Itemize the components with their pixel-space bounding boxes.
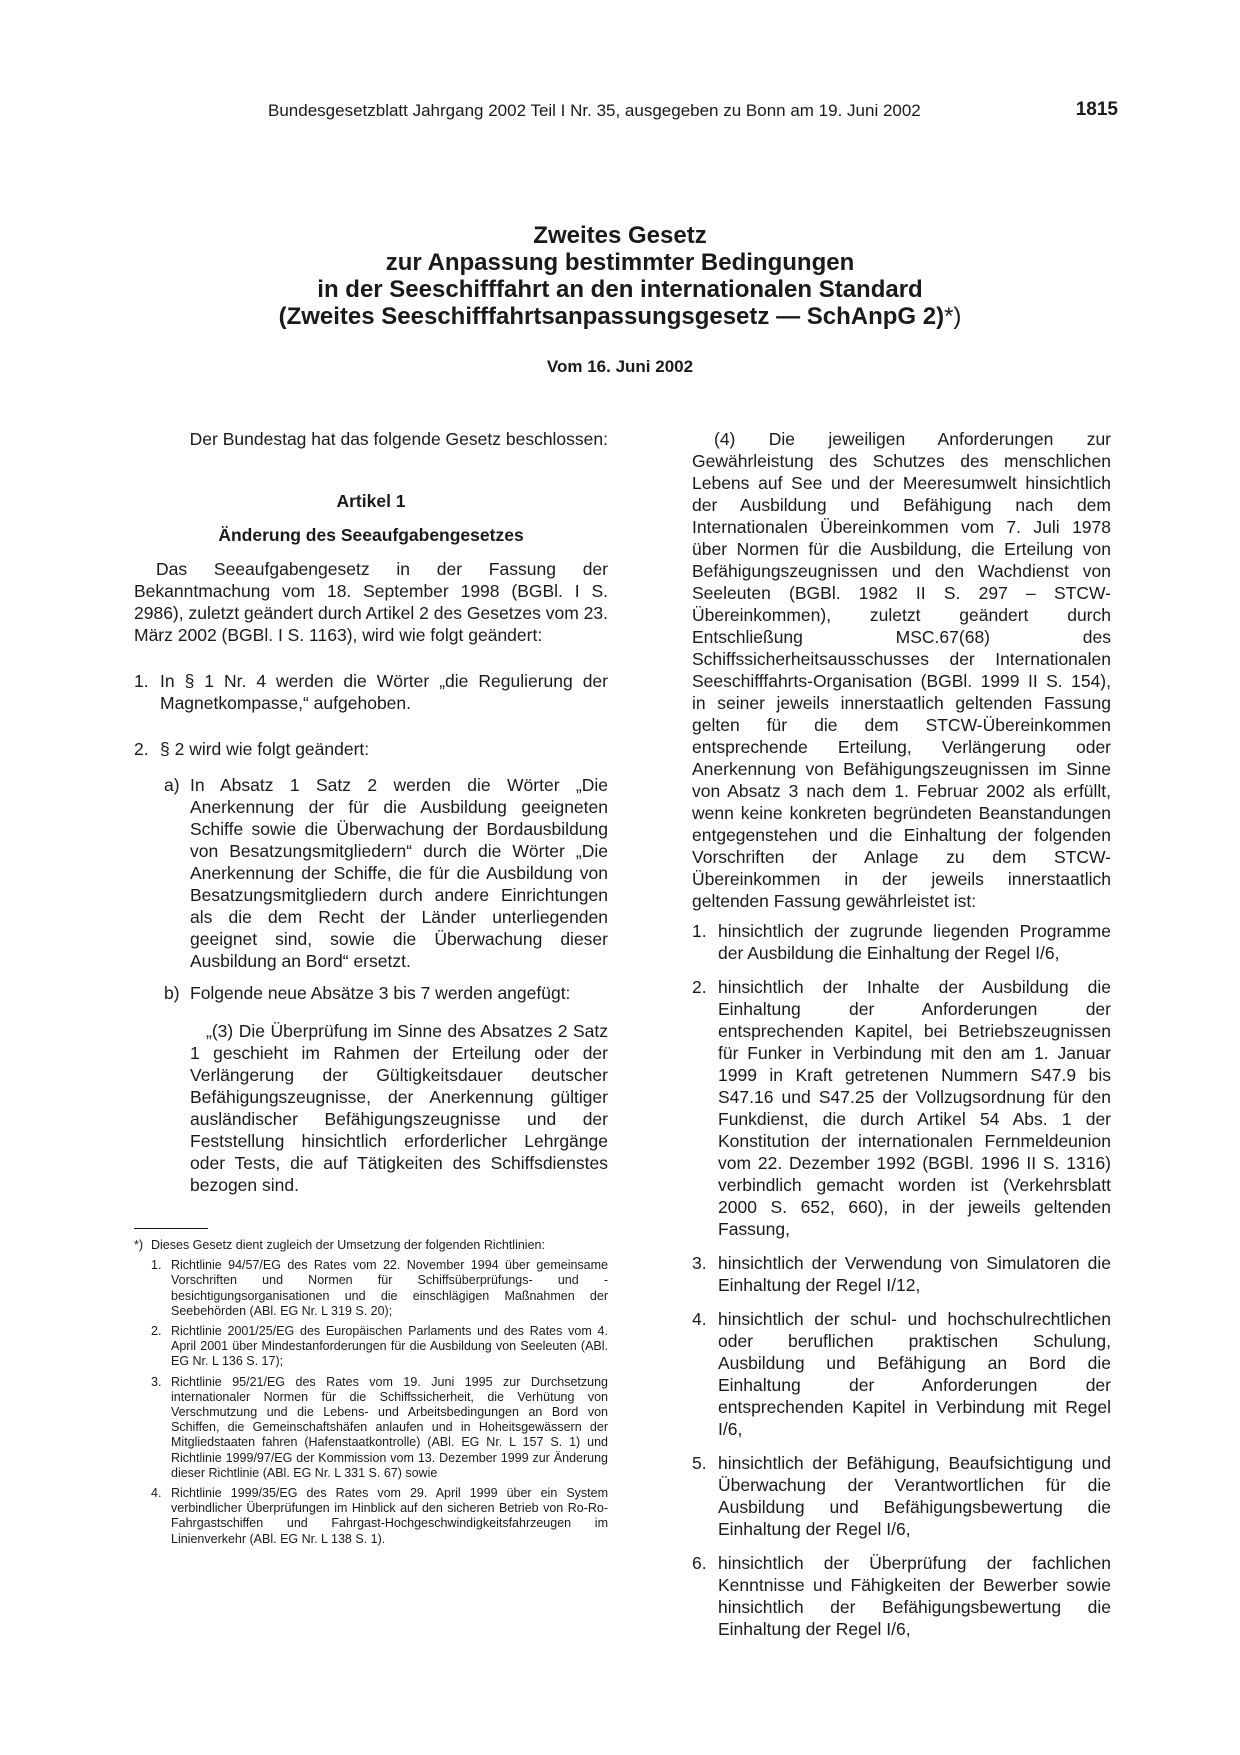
list-item-text: hinsichtlich der Inhalte der Ausbildung die Einhaltung der Anforderungen der entsprechenden Kapitel, bei Betriebszeugnissen für Funker in Verbindung mit den am 1. Januar 1999 in Kraft getretenen Nummern S47.9 bis S47.16 und S47.25 der Vollzugsordnung für den Funkdienst, die durch Artikel 54 Abs. 1 der Konstitution der internationalen Fernmeldeunion vom 22. Dezember 1992 (BGBl. 1996 II S. 1316) verbindlich gemacht worden ist (Verkehrsblatt 2000 S. 652, 660), in der jeweils geltenden Fassung, [718, 977, 1111, 1239]
title-footnote-mark: *) [944, 303, 962, 330]
list-item-number: 4. [692, 1309, 707, 1329]
title-line-3: in der Seeschifffahrt an den internationalen Standard [317, 276, 923, 303]
footnotes [134, 1238, 608, 1547]
footnote-item-text: Richtlinie 94/57/EG des Rates vom 22. November 1994 über gemeinsame Vorschriften und Normen für Schiffsüberprüfungs- und -besichtigungsorganisationen und die einschlägigen Maßnahmen der Seebehörden (ABl. EG Nr. L 319 S. 20); [171, 1258, 608, 1318]
title-short-name: (Zweites Seeschifffahrtsanpassungsgesetz — SchAnpG 2) [278, 303, 945, 330]
article-body: Das Seeaufgabengesetz in der Fassung der Bekanntmachung vom 18. September 1998 (BGBl. I S. 2986), zuletzt geändert durch Artikel 2 des Gesetzes vom 23. März 2002 (BGBl. I S. 1163), wird wie folgt geändert: [134, 559, 608, 645]
list-item-number: 6. [692, 1553, 707, 1573]
sub-item [134, 982, 608, 1004]
list-item [692, 920, 1111, 964]
footnote-item-text: Richtlinie 2001/25/EG des Europäischen Parlaments und des Rates vom 4. April 2001 über Mindestanforderungen für die Ausbildung von Seeleuten (ABl. EG Nr. L 136 S. 17); [171, 1324, 608, 1369]
list-item [692, 1452, 1111, 1540]
footnote-item-number: 1. [151, 1258, 162, 1273]
sub-item-letter: a) [164, 775, 180, 795]
footnote-item-number: 3. [151, 1374, 162, 1389]
footnote-item [151, 1324, 608, 1370]
list-item-text: hinsichtlich der zugrunde liegenden Programme der Ausbildung die Einhaltung der Regel I/6, [718, 921, 1111, 963]
list-item-number: 2. [692, 977, 707, 997]
enactment-clause: Der Bundestag hat das folgende Gesetz beschlossen: [189, 429, 608, 449]
sub-item-text: Folgende neue Absätze 3 bis 7 werden angefügt: [190, 983, 571, 1003]
right-column [692, 428, 1111, 1640]
list-item-number: 2. [134, 739, 149, 759]
list-item [692, 1252, 1111, 1296]
sub-item [134, 774, 608, 972]
title-line-4 [150, 303, 1090, 330]
footnote-item [151, 1486, 608, 1547]
law-title [150, 222, 1090, 330]
article-heading: Artikel 1 [336, 491, 406, 511]
law-date: Vom 16. Juni 2002 [546, 357, 694, 376]
footnote-mark: *) [134, 1238, 144, 1252]
list-item-text: hinsichtlich der schul- und hochschulrechtlichen oder beruflichen praktischen Schulung, Ausbildung und Befähigung an Bord die Einhaltung der Anforderungen der entsprechenden Kapitel in Verbindung mit Regel I/6, [718, 1309, 1111, 1439]
list-item-text: In § 1 Nr. 4 werden die Wörter „die Regulierung der Magnetkompasse,“ aufgehoben. [160, 671, 608, 713]
list-item-number: 1. [134, 671, 149, 691]
quoted-paragraph: „(3) Die Überprüfung im Sinne des Absatzes 2 Satz 1 geschieht im Rahmen der Erteilung oder der Verlängerung der Gültigkeitsdauer deutscher Befähigungszeugnisse, der Anerkennung gültiger ausländischer Befähigungszeugnisse und der Feststellung hinsichtlich erforderlicher Lehrgänge oder Tests, die auf Tätigkeiten des Schiffsdienstes bezogen sind. [190, 1021, 608, 1195]
list-item [692, 976, 1111, 1240]
list-item-text: hinsichtlich der Verwendung von Simulatoren die Einhaltung der Regel I/12, [718, 1253, 1111, 1295]
list-item-text: hinsichtlich der Befähigung, Beaufsichtigung und Überwachung der Verantwortlichen für die Ausbildung und Befähigungsbewertung die Einhaltung der Regel I/6, [718, 1453, 1111, 1539]
title-line-1: Zweites Gesetz [533, 222, 707, 249]
footnote-item-number: 4. [151, 1486, 162, 1501]
left-column [134, 428, 608, 1196]
sub-item-text: In Absatz 1 Satz 2 werden die Wörter „Die Anerkennung der für die Ausbildung geeigneten Schiffe sowie die Überwachung der Bordausbildung von Besatzungsmitgliedern“ durch die Wörter „Die Anerkennung der Schiffe, die für die Ausbildung von Besatzungsmitgliedern durch andere Einrichtungen als die dem Recht der Länder unterliegenden geeignet sind, sowie die Überwachung dieser Ausbildung an Bord“ ersetzt. [190, 775, 608, 971]
sub-item-letter: b) [164, 983, 180, 1003]
footnote-item-text: Richtlinie 95/21/EG des Rates vom 19. Juni 1995 zur Durchsetzung internationaler Normen für die Schiffssicherheit, die Verhütung von Verschmutzung und die Lebens- und Arbeitsbedingungen an Bord von Schiffen, die Gemeinschaftshäfen anlaufen und in Hoheitsgewässern der Mitgliedstaaten fahren (Hafenstaatkontrolle) (ABl. EG Nr. L 157 S. 1) und Richtlinie 1999/97/EG der Kommission vom 13. Dezember 1999 zur Änderung dieser Richtlinie (ABl. EG Nr. L 331 S. 67) sowie [171, 1374, 608, 1480]
footnote-intro-text: Dieses Gesetz dient zugleich der Umsetzung der folgenden Richtlinien: [151, 1238, 545, 1252]
article-title: Änderung des Seeaufgabengesetzes [218, 525, 524, 545]
list-item [134, 670, 608, 714]
list-item-text: § 2 wird wie folgt geändert: [160, 739, 370, 759]
list-item-number: 5. [692, 1453, 707, 1473]
list-item-text: hinsichtlich der Überprüfung der fachlichen Kenntnisse und Fähigkeiten der Bewerber sowie hinsichtlich der Befähigungsbewertung die Einhaltung der Regel I/6, [718, 1553, 1111, 1639]
footnote-item-number: 2. [151, 1324, 162, 1339]
list-item [692, 1308, 1111, 1440]
footnote-intro [134, 1238, 608, 1253]
page-number: 1815 [1075, 99, 1118, 120]
footnote-item [151, 1258, 608, 1319]
footnote-divider [134, 1228, 208, 1229]
title-line-2: zur Anpassung bestimmter Bedingungen [385, 249, 855, 276]
gazette-header-text: Bundesgesetzblatt Jahrgang 2002 Teil I Nr. 35, ausgegeben zu Bonn am 19. Juni 2002 [268, 101, 921, 120]
list-item [134, 738, 608, 760]
list-item-number: 3. [692, 1253, 707, 1273]
footnote-item-text: Richtlinie 1999/35/EG des Rates vom 29. April 1999 über ein System verbindlicher Überprüfungen im Hinblick auf den sicheren Betrieb von Ro-Ro-Fahrgastschiffen und Fahrgast-Hochgeschwindigkeitsfahrzeugen im Linienverkehr (ABl. EG Nr. L 138 S. 1). [171, 1486, 608, 1546]
running-header [268, 99, 1118, 123]
paragraph-4: (4) Die jeweiligen Anforderungen zur Gewährleistung des Schutzes des menschlichen Lebens auf See und der Meeresumwelt hinsichtlich der Ausbildung und Befähigung nach dem Internationalen Übereinkommen vom 7. Juli 1978 über Normen für die Ausbildung, die Erteilung von Befähigungszeugnissen und den Wachdienst von Seeleuten (BGBl. 1982 II S. 297 – STCW-Übereinkommen), zuletzt geändert durch Entschließung MSC.67(68) des Schiffssicherheitsausschusses der Internationalen Seeschifffahrts-Organisation (BGBl. 1999 II S. 154), in seiner jeweils innerstaatlich geltenden Fassung gelten für die dem STCW-Übereinkommen entsprechende Erteilung, Verlängerung oder Anerkennung von Befähigungszeugnissen im Sinne von Absatz 3 nach dem 1. Februar 2002 als erfüllt, wenn keine konkreten begründeten Beanstandungen entgegenstehen und die Einhaltung der folgenden Vorschriften der Anlage zu dem STCW-Übereinkommen in der jeweils innerstaatlich geltenden Fassung gewährleistet ist: [692, 429, 1111, 911]
list-item-number: 1. [692, 921, 707, 941]
list-item [692, 1552, 1111, 1640]
footnote-item [151, 1375, 608, 1481]
